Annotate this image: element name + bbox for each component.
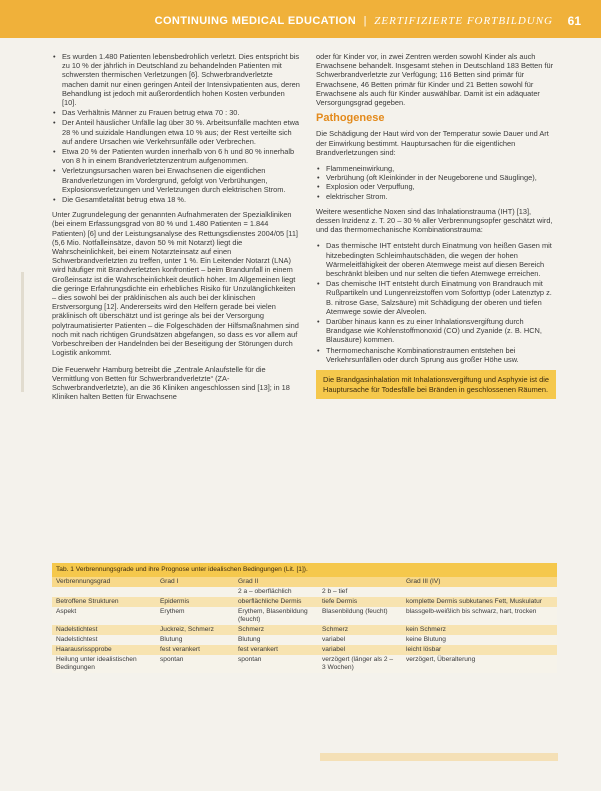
body-paragraph: Die Feuerwehr Hamburg betreibt die „Zentrale Anlaufstelle für die Vermittlung von Betten für Schwerbrandverletzte“ (ZA-Schwerbrandverletzte), an die 36 Kliniken angeschlossen sind [13]; in 18 Kliniken halten Betten für Erwachsene [52, 364, 290, 402]
table-cell: Betroffene Strukturen [52, 597, 156, 607]
table-cell: Blutung [156, 635, 234, 645]
list-item: • Verletzungsursachen waren bei Erwachsenen die eigentlichen Brandverletzungen im Vordergrund, gefolgt von Verbrühungen, Explosionsverletzungen und Verletzungen durch elektrischen Strom. [62, 166, 300, 194]
table-header-cell: Grad I [156, 577, 234, 587]
list-item: • Das thermische IHT entsteht durch Einatmung von heißen Gasen mit hitzebedingten Schleimhautschäden, die wegen der hohen Wärmeleitfähigkeit der oberen Atemwege meist auf diesen Bereich beschränkt bleiben und nur selten die tiefen Atemwege erreichen. [326, 241, 556, 278]
table-row [52, 607, 557, 625]
table-row [52, 625, 557, 635]
table-header-cell: Grad II [234, 577, 318, 587]
table-cell: oberflächliche Dermis [234, 597, 318, 607]
list-item: • elektrischer Strom. [326, 192, 556, 201]
table-cell [402, 587, 557, 597]
list-item: • Es wurden 1.480 Patienten lebensbedrohlich verletzt. Dies entspricht bis zu 10 % der jährlich in Deutschland zu behandelnden Patienten mit schwersten thermischen Verletzungen [6]. Schwerbrandverletzte machen damit nur einen geringen Anteil der Intensivpatienten aus, deren Behandlung ist jedoch mit außerordentlich hohen Kosten verbunden [10]. [62, 52, 300, 107]
page-number: 61 [567, 14, 581, 28]
table-caption: Tab. 1 Verbrennungsgrade und ihre Prognose unter idealischen Bedingungen (Lit. [1]). [52, 563, 557, 577]
table-cell: verzögert (länger als 2 – 3 Wochen) [318, 655, 402, 673]
table-cell: Nadelstichtest [52, 625, 156, 635]
table-cell: keine Blutung [402, 635, 557, 645]
header-subtitle: ZERTIFIZIERTE FORTBILDUNG [374, 15, 553, 27]
table-cell: 2 a – oberflächlich [234, 587, 318, 597]
table-cell: Juckreiz, Schmerz [156, 625, 234, 635]
body-paragraph: oder für Kinder vor, in zwei Zentren werden sowohl Kinder als auch Erwachsene behandelt. Insgesamt stehen in Deutschland 183 Betten für Schwerbrandverletzte zur Verfügung; 116 Betten sind primär für Erwachsene, 46 Betten primär für Kinder und 21 Betten sowohl für Erwachsene als auch für Kinder auswählbar. Damit ist ein adäquater Versorgungsgrad gegeben. [316, 52, 554, 108]
table-cell: tiefe Dermis [318, 597, 402, 607]
table-cell [156, 587, 234, 597]
table-cell [52, 587, 156, 597]
table-cell: blassgelb-weißlich bis schwarz, hart, trocken [402, 607, 557, 625]
list-item: • Das Verhältnis Männer zu Frauen betrug etwa 70 : 30. [62, 108, 300, 117]
list-item: • Thermomechanische Kombinationstraumen entstehen bei Verkehrsunfällen oder durch Sprung aus großer Höhe usw. [326, 346, 556, 364]
table-cell: spontan [156, 655, 234, 673]
right-column [316, 52, 556, 399]
list-item: • Flammeneinwirkung, [326, 164, 556, 173]
table-cell: Haarausrisspprobe [52, 645, 156, 655]
table-cell: Nadelstichtest [52, 635, 156, 645]
callout-box: Die Brandgasinhalation mit Inhalationsvergiftung und Asphyxie ist die Hauptursache für Todesfälle bei Bränden in geschlossenen Räumen. [316, 370, 556, 399]
burn-degree-table [52, 563, 557, 673]
table-row [52, 655, 557, 673]
table-cell: Erythem, Blasenbildung (feucht) [234, 607, 318, 625]
table-cell: Schmerz [234, 625, 318, 635]
inhalation-list [316, 241, 556, 364]
table-cell: spontan [234, 655, 318, 673]
table-row [52, 635, 557, 645]
causes-list [316, 164, 556, 201]
table-cell: komplette Dermis subkutanes Fett, Muskulatur [402, 597, 557, 607]
header-separator: | [363, 15, 367, 27]
margin-mark [21, 272, 24, 392]
table-row [52, 645, 557, 655]
list-item: • Die Gesamtletalität betrug etwa 18 %. [62, 195, 300, 204]
table-cell: Epidermis [156, 597, 234, 607]
list-item: • Explosion oder Verpuffung, [326, 182, 556, 191]
page-header [0, 0, 601, 38]
list-item: • Etwa 20 % der Patienten wurden innerhalb von 6 h und 80 % innerhalb von 8 h in einem Brandverletztenzentrum aufgenommen. [62, 147, 300, 165]
list-item: • Der Anteil häuslicher Unfälle lag über 30 %. Arbeitsunfälle machten etwa 28 % und suizidale Handlungen etwa 10 % aus; der Rest verteilte sich auf andere Ursachen wie Verkehrsunfälle oder Verbrechen. [62, 118, 300, 146]
table-cell: variabel [318, 635, 402, 645]
footer-decoration [320, 753, 558, 761]
left-column [52, 52, 300, 408]
table-header-cell: Grad III (IV) [402, 577, 557, 587]
table-cell: Heilung unter idealistischen Bedingungen [52, 655, 156, 673]
statistics-list [52, 52, 300, 204]
header-title [155, 15, 553, 27]
table [52, 577, 557, 673]
table-cell: fest verankert [156, 645, 234, 655]
table-cell: verzögert, Überalterung [402, 655, 557, 673]
body-paragraph: Weitere wesentliche Noxen sind das Inhalationstrauma (IHT) [13], dessen Inzidenz z. T. 20 – 30 % aller Verbrennungsopfer geschätzt wird, und das thermomechanische Kombinationstrauma: [316, 206, 553, 235]
table-cell: 2 b – tief [318, 587, 402, 597]
table-cell: Erythem [156, 607, 234, 625]
table-row [52, 597, 557, 607]
section-heading: Pathogenese [316, 112, 385, 125]
table-cell: kein Schmerz [402, 625, 557, 635]
table-cell: fest verankert [234, 645, 318, 655]
list-item: • Darüber hinaus kann es zu einer Inhalationsvergiftung durch Brandgase wie Kohlenstoffmonoxid (CO) und Zyanide (z. B. HCN, Blausäure) kommen. [326, 317, 556, 345]
table-header-cell [318, 577, 402, 587]
table-cell: Blutung [234, 635, 318, 645]
table-cell: variabel [318, 645, 402, 655]
body-paragraph: Die Schädigung der Haut wird von der Temperatur sowie Dauer und Art der Einwirkung bestimmt. Hauptursachen für die eigentlichen Brandverletzungen sind: [316, 129, 549, 157]
table-cell: leicht lösbar [402, 645, 557, 655]
table-cell: Schmerz [318, 625, 402, 635]
body-paragraph: Unter Zugrundelegung der genannten Aufnahmeraten der Spezialkliniken (bei einem Erfassungsgrad von 80 % und 1.480 Patienten = 1.844 Patienten) [6] und der Leistungsanalyse des Rettungsdienstes 2004/05 [11] (5,6 Mio. Notfalleinsätze, davon 50 % mit Notarzt) liegt die Wahrscheinlichkeit, bei einem Notarzteinsatz auf einen Schwerbrandverletzten zu treffen, unter 1 %. Ein Leitender Notarzt (LNA) wird häufiger mit Brandverletzten konfrontiert – beim Brandunfall in einem Großeinsatz ist die Wahrscheinlichkeit deutlich höher. Im Allgemeinen liegt die geringe Erfahrungsdichte ein erhebliches Risiko für Unzulänglichkeiten – dies sowohl bei der präklinischen als auch bei der klinischen Erstversorgung [12]. Andererseits wird den Helfern gerade bei vielen präklinisch oft überschätzt und ist geringe als bei der Versorgung polytraumatisierter Patienten – die Folgeschäden der Hilfsmaßnahmen sind noch mit nach richtigen Grundsätzen abgefangen, so dass es vor allem auf Vorbeschreiben der Handelnden bei der Beseitigung der Störungen durch Logistik ankommt. [52, 210, 299, 358]
table-header-cell: Verbrennungsgrad [52, 577, 156, 587]
table-row [52, 587, 557, 597]
list-item: • Das chemische IHT entsteht durch Einatmung von Brandrauch mit Rußpartikeln und Lungenreizstoffen vom Soforttyp (oder Latenztyp z. B. nitrose Gase, Salzsäure) mit Schädigung der oberen und tiefen Atemwege sowie der Alveolen. [326, 279, 556, 316]
header-section: CONTINUING MEDICAL EDUCATION [154, 15, 357, 27]
list-item: • Verbrühung (oft Kleinkinder in der Neugeborene und Säuglinge), [326, 173, 556, 182]
table-header-row [52, 577, 557, 587]
table-cell: Aspekt [52, 607, 156, 625]
table-cell: Blasenbildung (feucht) [318, 607, 402, 625]
